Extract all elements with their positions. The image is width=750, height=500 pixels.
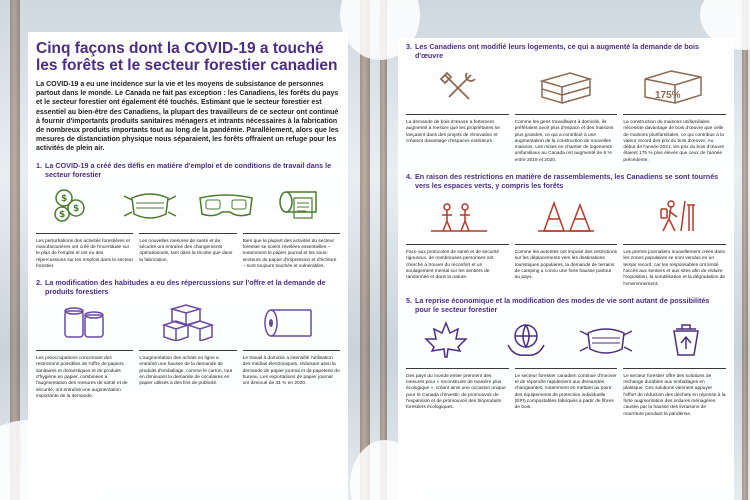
- section-4-title: 4. En raison des restrictions en matière de rassemblements, les Canadiens se sont tournés vers les espaces verts, y compris les forêts: [406, 172, 719, 191]
- maple-leaf-icon: [414, 321, 478, 359]
- section-1-columns: [36, 233, 340, 270]
- section-2-text-1: Les préoccupations concernant des restrictions possibles de l'offre de papiers sanitaires et domestiques et de produits d'hygiène en papier, combinées à l'augmentation des mesures de santé et de sécurité, ont entraîné une augmentation importante de la demande.: [36, 350, 133, 400]
- safety-goggles-icon: [194, 186, 258, 224]
- section-5-title: 5. La reprise économique et la modification des modes de vie sont autant de possibilités pour le secteur forestier: [406, 295, 710, 314]
- section-2-title: 2. La modification des habitudes a eu des répercussions sur l'offre et la demande de produits forestiers: [36, 278, 326, 297]
- section-4-columns: [406, 244, 726, 288]
- section-1-text-1: Les perturbations des activités forestières et manufacturières ont créé de l'incertitude sur le plan de l'emploi et ont eu des répercussions sur les emplois dans le secteur forestier.: [36, 233, 133, 270]
- section-3-text-2: Comme les gens travaillaient à domicile, ils préféraient avoir plus d'espace et des maisons plus grandes, ce qui a contribué à une augmentation de la construction de nouvelles maisons. Les mises en chantier de logements unifamiliaux au Canada ont augmenté de 6 % entre 2019 et 2020.: [515, 114, 618, 164]
- mask-icon: [574, 321, 638, 359]
- section-3-text-1: La demande de bois d'œuvre a fortement augmenté à mesure que les propriétaires se lançaient dans des projets de rénovation et créaient davantage d'espaces extérieurs.: [406, 114, 509, 164]
- section-4-text-2: Comme les autorités ont imposé des restrictions sur les déplacements vers les destinations touristiques populaires, la demande de terrains de camping a connu une forte hausse partout au pays.: [515, 244, 618, 288]
- toilet-paper-icon: [55, 303, 119, 341]
- section-4: [406, 172, 726, 288]
- section-1-icons: [36, 183, 340, 227]
- newspaper-icon: [257, 303, 321, 341]
- section-4-text-3: Les permis journaliers nouvellement créés dans les zones populaires se sont vendus en un temps record, car les responsables ont limité l'accès aux sentiers et aux sites afin de réduire l'exposition, la surutilisation et la dégradation de l'environnement.: [623, 244, 726, 288]
- section-1-title: 1. La COVID-19 a créé des défis en matière d'emploi et de conditions de travail dans le secteur forestier: [36, 160, 332, 179]
- section-5-text-3: Le secteur forestier offre des solutions de rechange durables aux emballages en plastique. Ces solutions viennent appuyer l'effort de réduction des déchets en réponse à la forte augmentation des ordures ménagères causée par la hausse des livraisons de nourriture pendant la pandémie.: [623, 368, 726, 418]
- lumber-icon: [534, 67, 598, 105]
- intro-paragraph: La COVID-19 a eu une incidence sur la vie et les moyens de subsistance de personnes partout dans le monde. Le Canada ne fait pas exception : les Canadiens, les forêts du pays et le secteur forestier ont également été touchés. Estimant que le secteur forestier est essentiel au bien-être des Canadiens, la plupart des travailleurs de ce secteur ont continué à fournir d'importants produits sanitaires ménagers et intrants nécessaires à la fabrication de nombreux produits importants tout au long de la pandémie. Parallèlement, alors que les mesures de distanciation physique nous séparaient, les forêts offraient un refuge pour les activités de plein air.: [36, 81, 339, 153]
- section-5-text-2: Le secteur forestier canadien continue d'innover et de répondre rapidement aux demandes changeantes, notamment en mettant au point des équipements de protection individuelle (EPI) compostables fabriqués à partir de fibres de bois.: [515, 368, 618, 418]
- face-mask-icon: [118, 186, 182, 224]
- section-2: [36, 278, 340, 400]
- section-1-text-3: Bien que la plupart des activités du secteur forestier se soient révélées essentielles – notamment le papier journal et les sous-secteurs du papier d'impression et d'écriture – sont toujours touchés et vulnérables.: [243, 233, 340, 270]
- section-3-columns: [406, 114, 726, 164]
- section-2-icons: [36, 300, 340, 344]
- tools-icon: [427, 67, 491, 105]
- lumber-price-icon: [641, 67, 705, 105]
- section-3-icons: [406, 64, 726, 108]
- section-1: [36, 161, 340, 270]
- paper-roll-icon: [270, 186, 334, 224]
- page-title: Cinq façons dont la COVID-19 a touché les forêts et le secteur forestier canadien: [36, 40, 338, 74]
- svg-text:$: $: [61, 193, 68, 204]
- section-5-icons: [406, 318, 726, 362]
- section-5: [406, 296, 726, 418]
- section-2-text-3: Le travail à domicile a intensifié l'utilisation des médias électroniques, réduisant ainsi la demande de papier journal et de papeterie de bureau. Les exportations de papier journal ont diminué de 31 % en 2020.: [243, 350, 340, 400]
- camping-icon: [534, 197, 598, 235]
- svg-text:$: $: [73, 203, 80, 214]
- hiking-icon: [641, 197, 705, 235]
- section-1-text-2: Les nouvelles mesures de santé et de sécurité ont entraîné des changements opérationnels, tant dans la récolte que dans la fabrication.: [139, 233, 236, 270]
- section-2-columns: [36, 350, 340, 400]
- money-icon: [42, 186, 106, 224]
- left-panel: [28, 32, 348, 500]
- globe-hands-icon: [494, 321, 558, 359]
- pct-label: 175%: [654, 90, 681, 101]
- svg-text:$: $: [59, 209, 66, 220]
- section-2-text-2: L'augmentation des achats en ligne a entraîné une hausse de la demande de produits d'emballage, comme le carton, tout en diminuant la demande de circulaires en papier utilisés à des fins de publicité.: [139, 350, 236, 400]
- section-4-text-1: Face aux protocoles de santé et de sécurité rigoureux, de nombreuses personnes ont cherché à trouver du réconfort et un soulagement mental sur les sentiers de randonnée et dans la nature.: [406, 244, 509, 288]
- section-5-columns: [406, 368, 726, 418]
- section-3-title: 3. Les Canadiens ont modifié leurs logements, ce qui a augmenté la demande de bois d'œuvre: [406, 42, 699, 60]
- section-5-text-1: Des pays du monde entier prennent des mesures pour « reconstruire de manière plus écologique », créant ainsi une occasion unique pour le Canada d'investir, de promouvoir de l'expansion et de promouvoir des bioproduits forestiers écologiques.: [406, 368, 509, 418]
- section-3: [406, 42, 726, 164]
- forest-walk-icon: [427, 197, 491, 235]
- right-panel: [398, 38, 734, 500]
- section-4-icons: [406, 194, 726, 238]
- recycling-icon: [654, 321, 718, 359]
- section-3-text-3: La construction de maisons unifamiliales nécessite davantage de bois d'œuvre que celle de maisons plurifamiliales, ce qui contribue à la valeur record des prix du bois d'œuvre. Au début de l'année 2021, les prix du bois d'œuvre étaient 175 % plus élevés que ceux de l'année précédente.: [623, 114, 726, 164]
- cardboard-boxes-icon: [156, 303, 220, 341]
